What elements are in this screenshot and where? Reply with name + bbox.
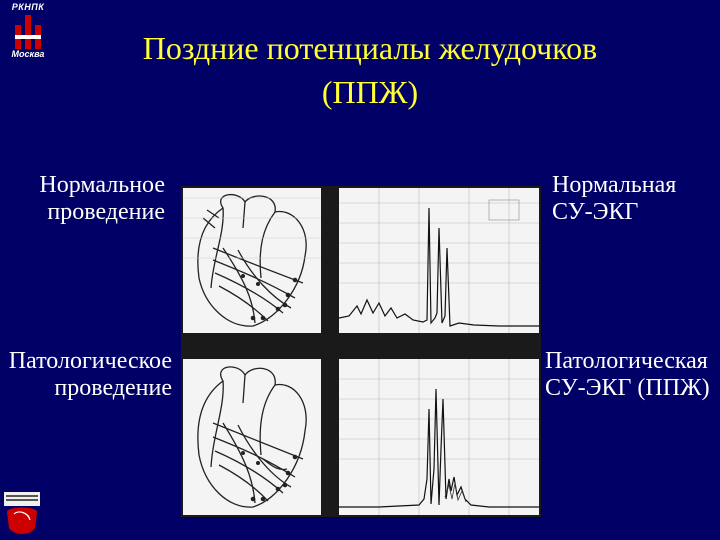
emblem-icon — [2, 490, 42, 538]
label-normal-ecg-line2: СУ-ЭКГ — [552, 199, 639, 225]
label-normal-conduction — [30, 172, 165, 226]
logo-bottom-text: Москва — [11, 49, 45, 59]
heart-diagram — [183, 359, 321, 515]
logo-icon — [15, 15, 41, 49]
ecg-trace — [339, 359, 539, 515]
label-pathologic-ecg-line1: Патологическая — [545, 348, 708, 374]
heart-panel-normal — [183, 188, 321, 333]
heart-panel-pathologic — [183, 359, 321, 515]
logo — [6, 2, 50, 64]
heart-diagram — [183, 188, 321, 333]
label-normal-ecg-line1: Нормальная — [552, 172, 677, 198]
ecg-panel-normal — [339, 188, 539, 333]
label-pathologic-conduction — [2, 348, 172, 402]
label-pathologic-conduction-line1: Патологическое — [8, 348, 172, 374]
label-normal-conduction-line2: проведение — [47, 199, 165, 225]
label-normal-conduction-line1: Нормальное — [39, 172, 165, 198]
label-pathologic-conduction-line2: проведение — [54, 375, 172, 401]
ecg-panel-pathologic — [339, 359, 539, 515]
figure-grid — [181, 186, 541, 517]
label-pathologic-ecg-line2: СУ-ЭКГ (ППЖ) — [545, 375, 710, 401]
label-normal-ecg — [552, 172, 712, 226]
slide-title: Поздние потенциалы желудочков — [142, 30, 598, 66]
logo-top-text: РКНПК — [11, 2, 45, 12]
ecg-trace — [339, 188, 539, 333]
label-pathologic-ecg — [545, 348, 717, 402]
slide-subtitle: (ППЖ) — [321, 74, 419, 110]
